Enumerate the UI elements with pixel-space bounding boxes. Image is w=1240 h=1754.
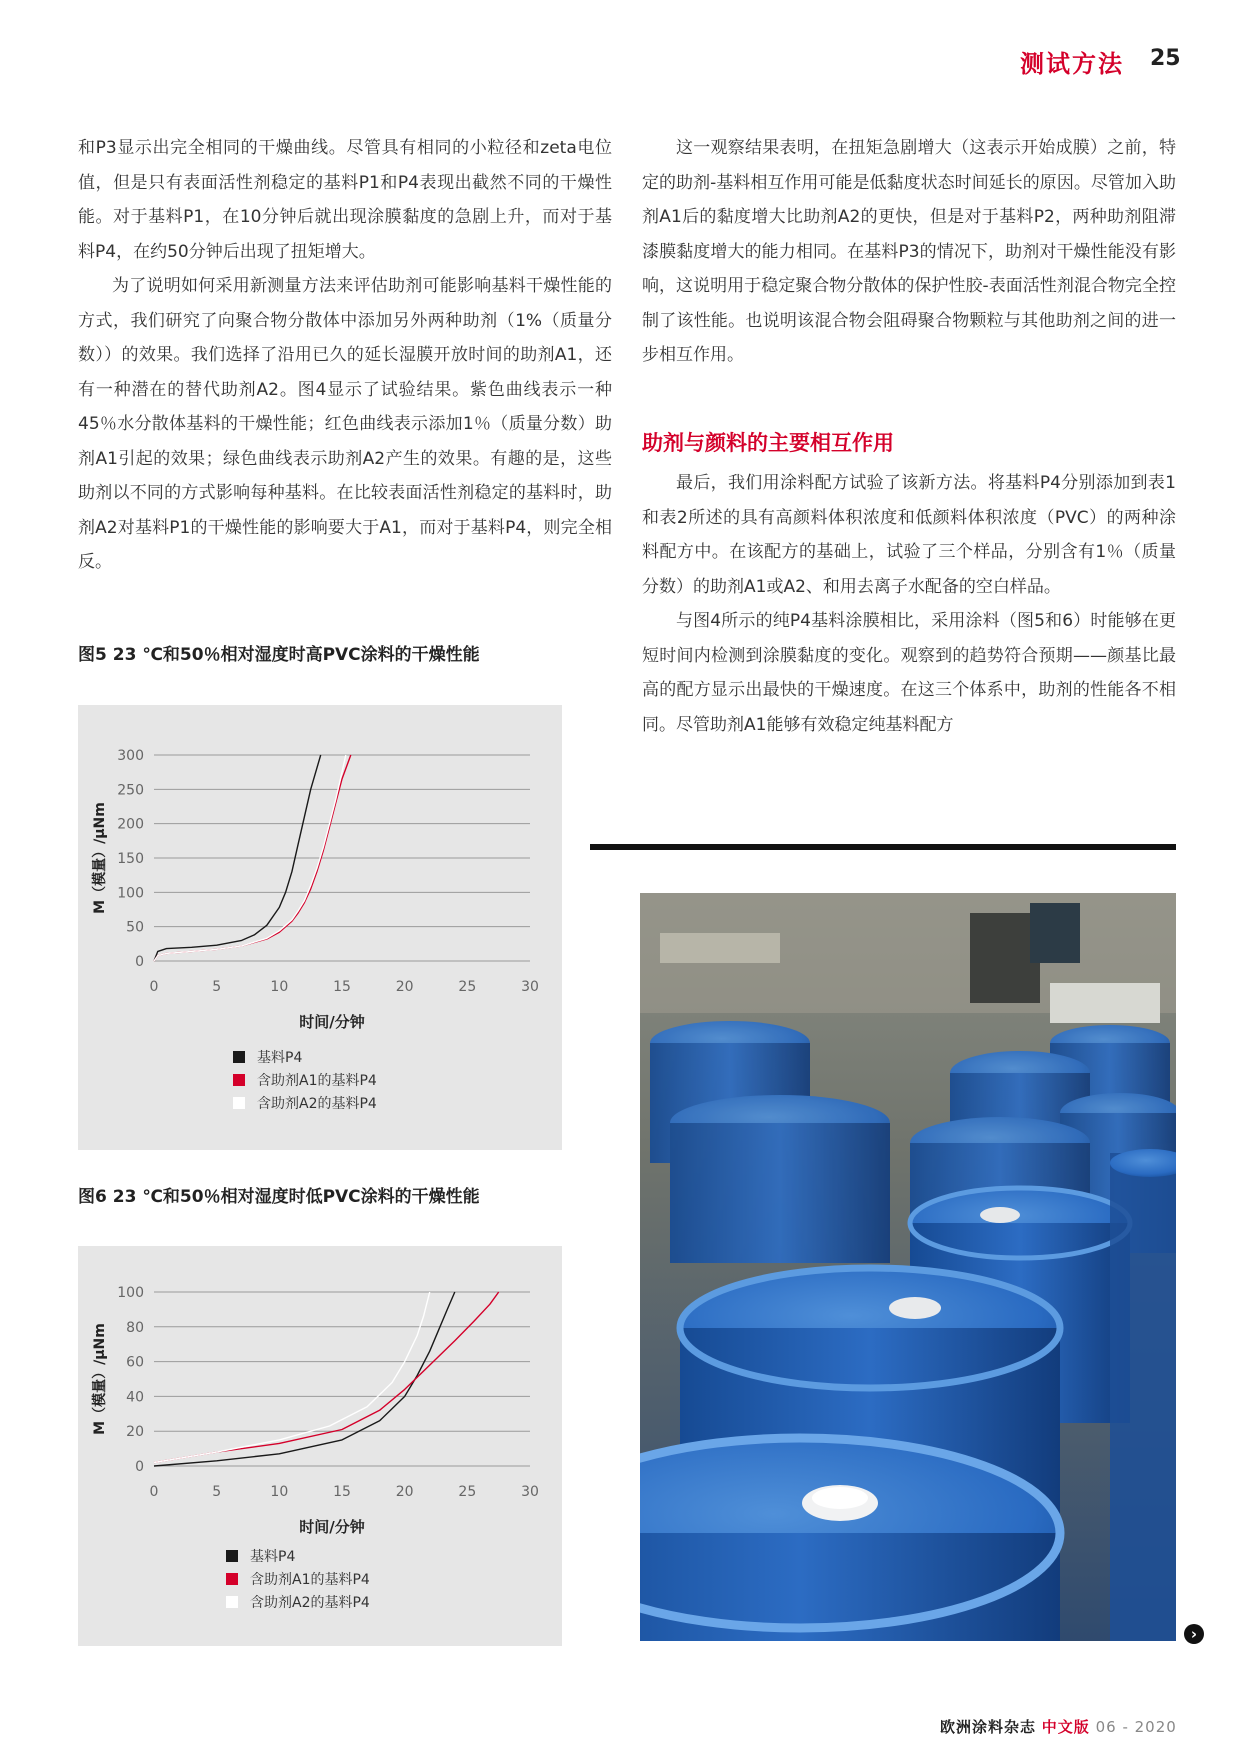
section-title: 测试方法 [1020,50,1124,78]
figure-6-caption: 图6 23 ℃和50％相对湿度时低PVC涂料的干燥性能 [78,1187,480,1207]
x-tick-label: 20 [395,1484,414,1500]
section-subheading: 助剂与颜料的主要相互作用 [642,431,894,455]
divider-rule [590,844,1176,850]
y-axis-label: M（模量）/μNm [92,1323,108,1435]
x-tick-label: 30 [521,1484,539,1500]
legend-swatch [226,1550,238,1562]
y-tick-label: 0 [135,954,144,970]
y-tick-label: 50 [126,919,144,936]
legend-swatch [233,1097,245,1109]
x-tick-label: 25 [458,979,477,995]
x-tick-label: 15 [333,1484,351,1500]
series-line [154,1292,499,1463]
y-gridlines [154,755,530,961]
legend-label: 含助剂A1的基料P4 [257,1073,377,1089]
figure-6-chart [78,1246,562,1646]
series-line [154,1292,455,1466]
right-paragraph-2: 最后，我们用涂料配方试验了该新方法。将基料P4分别添加到表1和表2所述的具有高颜料体积浓度和低颜料体积浓度（PVC）的两种涂料配方中。在该配方的基础上，试验了三个样品，分别含有1％（质量分数）的助剂A1或A2、和用去离子水配备的空白样品。 [642,473,1176,597]
page-number: 25 [1150,46,1181,71]
right-paragraph-1: 这一观察结果表明，在扭矩急剧增大（这表示开始成膜）之前，特定的助剂-基料相互作用可能是低黏度状态时间延长的原因。尽管加入助剂A1后的黏度增大比助剂A2的更快，但是对于基料P2，两种助剂阻滞漆膜黏度增大的能力相同。在基料P3的情况下，助剂对干燥性能没有影响，这说明用于稳定聚合物分散体的保护性胶-表面活性剂混合物完全控制了该性能。也说明该混合物会阻碍聚合物颗粒与其他助剂之间的进一步相互作用。 [642,138,1176,365]
y-tick-label: 40 [126,1389,144,1406]
y-tick-label: 60 [126,1354,144,1371]
footer [940,1716,1177,1737]
x-tick-label: 0 [149,1484,159,1500]
right-column-2 [642,466,1176,742]
y-tick-label: 200 [117,816,144,833]
y-tick-label: 0 [135,1459,144,1475]
left-column [78,131,612,580]
next-page-arrow-icon[interactable]: › [1184,1624,1204,1644]
x-axis-label: 时间/分钟 [299,1518,365,1536]
left-paragraph-2: 为了说明如何采用新测量方法来评估助剂可能影响基料干燥性能的方式，我们研究了向聚合物分散体中添加另外两种助剂（1%（质量分数））的效果。我们选择了沿用已久的延长湿膜开放时间的助剂A1，还有一种潜在的替代助剂A2。图4显示了试验结果。紫色曲线表示一种45％水分散体基料的干燥性能；红色曲线表示添加1％（质量分数）助剂A1引起的效果；绿色曲线表示助剂A2产生的效果。有趣的是，这些助剂以不同的方式影响每种基料。在比较表面活性剂稳定的基料时，助剂A2对基料P1的干燥性能的影响要大于A1，而对于基料P4，则完全相反。 [78,276,612,572]
left-paragraph-1: 和P3显示出完全相同的干燥曲线。尽管具有相同的小粒径和zeta电位值，但是只有表面活性剂稳定的基料P1和P4表现出截然不同的干燥性能。对于基料P1，在10分钟后就出现涂膜黏度的急剧上升，而对于基料P4，在约50分钟后出现了扭矩增大。 [78,138,612,262]
footer-date: 06 - 2020 [1095,1718,1177,1736]
legend-swatch [233,1051,245,1063]
right-paragraph-3: 与图4所示的纯P4基料涂膜相比，采用涂料（图5和6）时能够在更短时间内检测到涂膜黏度的变化。观察到的趋势符合预期——颜基比最高的配方显示出最快的干燥速度。在这三个体系中，助剂的性能各不相同。尽管助剂A1能够有效稳定纯基料配方 [642,611,1176,735]
x-tick-label: 0 [149,979,159,995]
series-line [154,1292,430,1463]
footer-magazine: 欧洲涂料杂志 [940,1718,1037,1736]
x-tick-label: 15 [333,979,351,995]
y-tick-label: 100 [117,1285,144,1301]
blue-barrels-photo [640,893,1176,1641]
y-tick-label: 80 [126,1319,144,1336]
y-tick-label: 20 [126,1424,144,1441]
photo-illustration [640,893,1176,1641]
x-tick-label: 10 [270,979,289,995]
x-tick-label: 5 [212,979,222,995]
legend-label: 基料P4 [257,1050,303,1066]
footer-edition: 中文版 [1041,1718,1090,1736]
x-tick-label: 30 [521,979,539,995]
x-tick-label: 10 [270,1484,289,1500]
legend-label: 含助剂A2的基料P4 [257,1096,377,1112]
x-tick-label: 20 [395,979,414,995]
legend-label: 含助剂A2的基料P4 [250,1595,370,1611]
figure-5-chart [78,705,562,1150]
legend-label: 基料P4 [250,1549,296,1565]
y-tick-label: 300 [117,748,144,764]
right-column [642,131,1176,373]
y-tick-label: 250 [117,782,144,799]
figure-6-panel [78,1246,562,1646]
y-tick-label: 150 [117,851,144,867]
y-tick-label: 100 [117,885,144,902]
figure-5-caption: 图5 23 ℃和50％相对湿度时高PVC涂料的干燥性能 [78,645,480,665]
x-tick-label: 5 [212,1484,222,1500]
y-axis-label: M（模量）/μNm [92,802,108,914]
x-axis-label: 时间/分钟 [299,1013,365,1031]
legend-swatch [233,1074,245,1086]
legend-label: 含助剂A1的基料P4 [250,1572,370,1588]
legend-swatch [226,1573,238,1585]
figure-5-panel [78,705,562,1150]
x-tick-label: 25 [458,1484,477,1500]
legend-swatch [226,1596,238,1608]
